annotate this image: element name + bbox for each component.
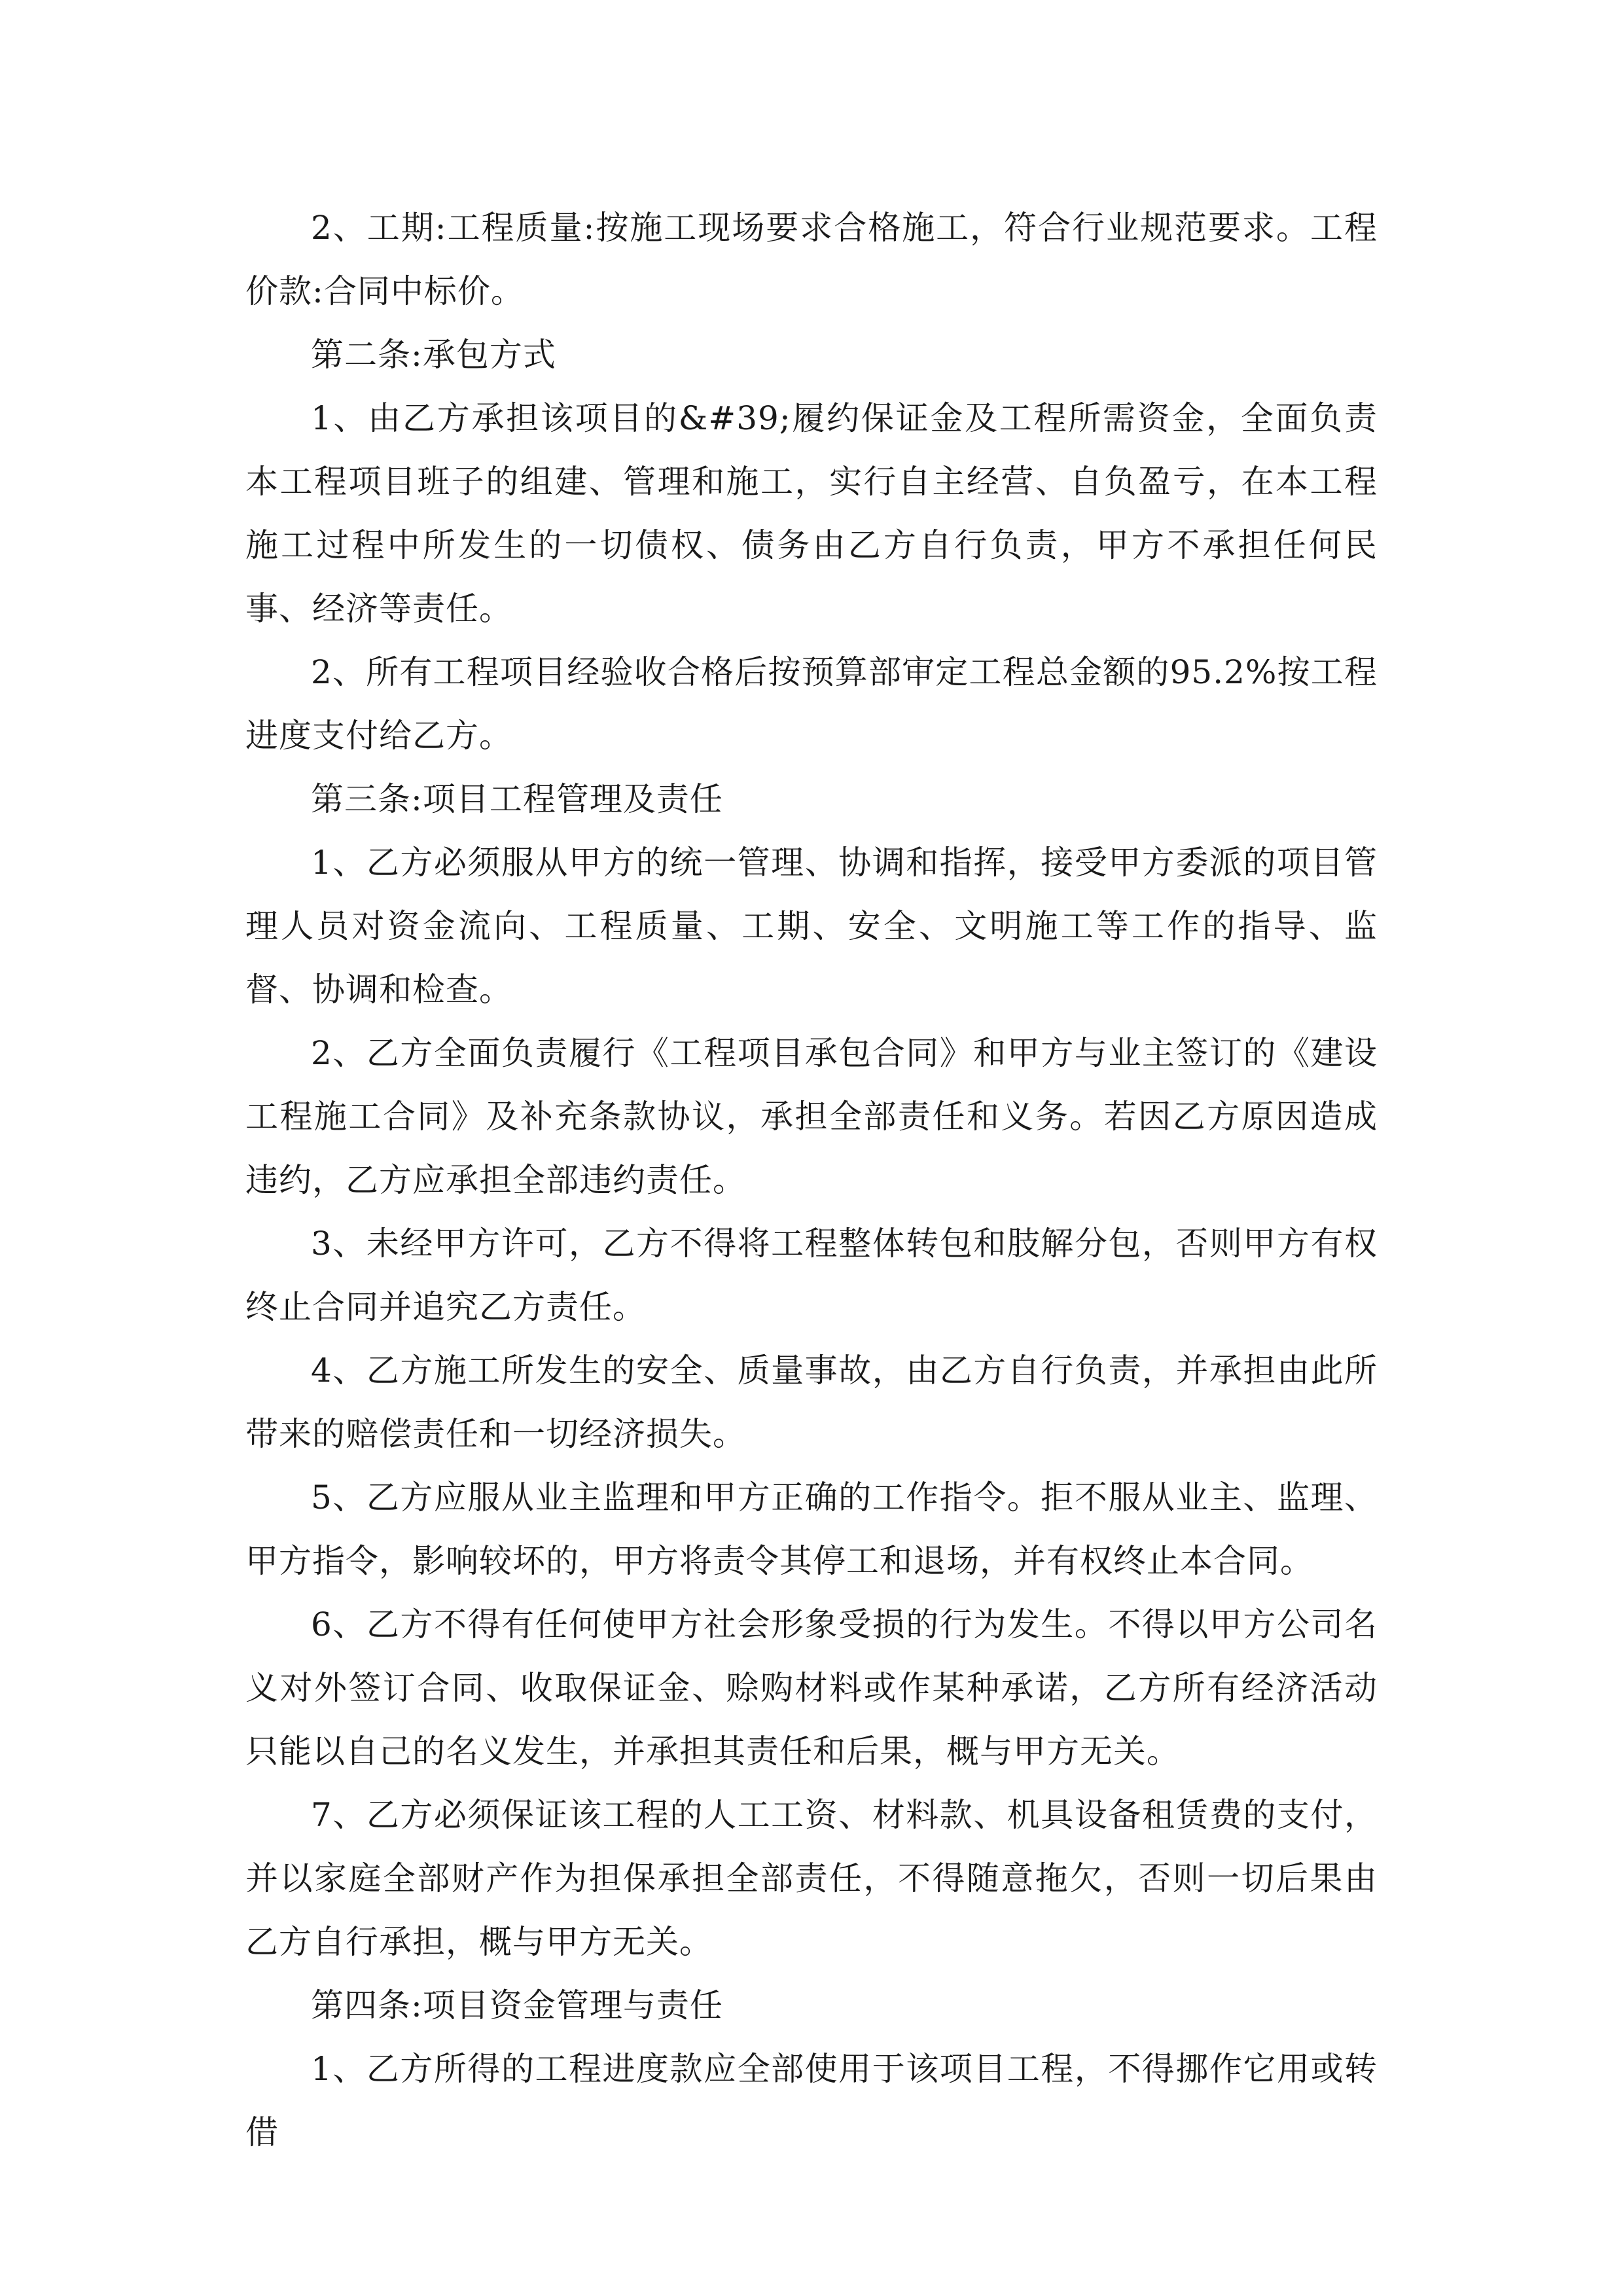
paragraph-article-3-item-5: 5、乙方应服从业主监理和甲方正确的工作指令。拒不服从业主、监理、甲方指令，影响较坏的，甲方将责令其停工和退场，并有权终止本合同。	[245, 1479, 1378, 1580]
paragraph-article-3-item-1: 1、乙方必须服从甲方的统一管理、协调和指挥，接受甲方委派的项目管理人员对资金流向、工程质量、工期、安全、文明施工等工作的指导、监督、协调和检查。	[245, 844, 1378, 1009]
paragraph-article-3-item-6: 6、乙方不得有任何使甲方社会形象受损的行为发生。不得以甲方公司名义对外签订合同、收取保证金、赊购材料或作某种承诺，乙方所有经济活动只能以自己的名义发生，并承担其责任和后果，概与甲方无关。	[245, 1605, 1378, 1770]
heading-article-4: 第四条:项目资金管理与责任	[311, 1986, 723, 2024]
document-body	[245, 196, 1378, 2164]
paragraph-article-3-item-4: 4、乙方施工所发生的安全、质量事故，由乙方自行负责，并承担由此所带来的赔偿责任和一切经济损失。	[245, 1352, 1378, 1453]
paragraph-article-2-item-1: 1、由乙方承担该项目的&#39;履约保证金及工程所需资金，全面负责本工程项目班子的组建、管理和施工，实行自主经营、自负盈亏，在本工程施工过程中所发生的一切债权、债务由乙方自行负责，甲方不承担任何民事、经济等责任。	[245, 399, 1378, 628]
paragraph-article-3-item-2: 2、乙方全面负责履行《工程项目承包合同》和甲方与业主签订的《建设工程施工合同》及补充条款协议，承担全部责任和义务。若因乙方原因造成违约，乙方应承担全部违约责任。	[245, 1034, 1378, 1199]
heading-article-2: 第二条:承包方式	[311, 336, 556, 374]
paragraph-article-3-item-3: 3、未经甲方许可，乙方不得将工程整体转包和肢解分包，否则甲方有权终止合同并追究乙方责任。	[245, 1225, 1378, 1326]
paragraph-article-3-item-7: 7、乙方必须保证该工程的人工工资、材料款、机具设备租赁费的支付，并以家庭全部财产作为担保承担全部责任，不得随意拖欠，否则一切后果由乙方自行承担，概与甲方无关。	[245, 1796, 1378, 1961]
heading-article-3: 第三条:项目工程管理及责任	[311, 780, 723, 818]
paragraph-article-4-item-1: 1、乙方所得的工程进度款应全部使用于该项目工程，不得挪作它用或转借	[245, 2050, 1378, 2151]
paragraph-article-2-item-2: 2、所有工程项目经验收合格后按预算部审定工程总金额的95.2%按工程进度支付给乙方。	[245, 653, 1378, 755]
paragraph-schedule-quality: 2、工期:工程质量:按施工现场要求合格施工，符合行业规范要求。工程价款:合同中标价。	[245, 209, 1378, 310]
